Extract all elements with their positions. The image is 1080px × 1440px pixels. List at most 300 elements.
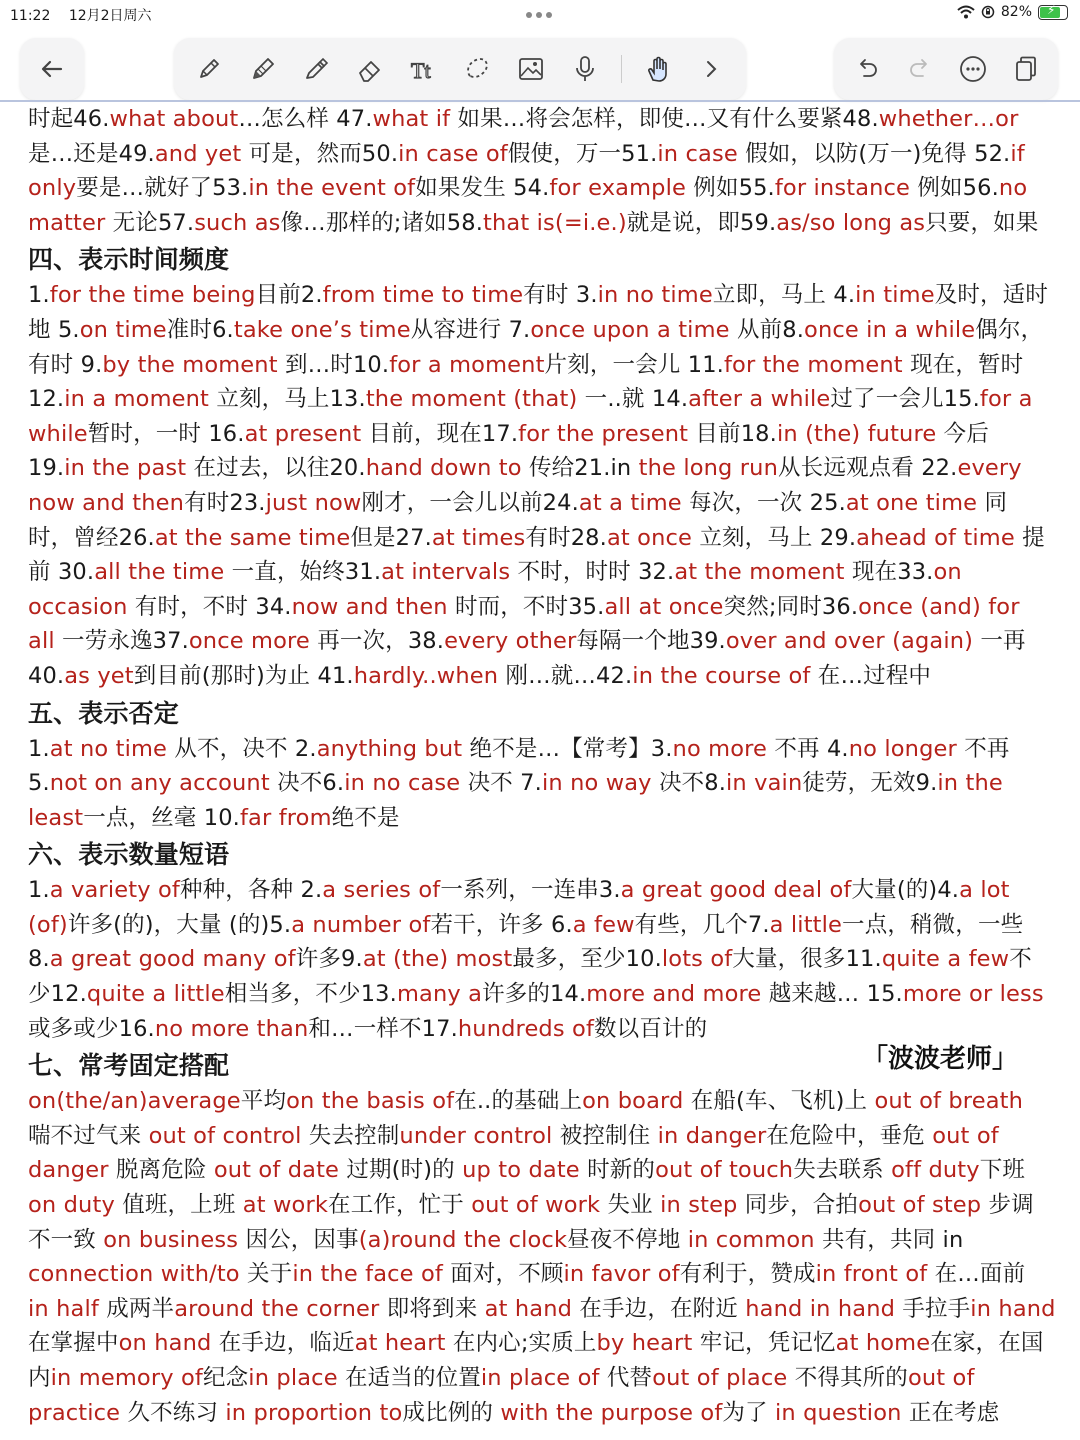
phrase-english: at one time [845,489,978,516]
phrase-text: 成两半 [98,1295,175,1322]
text-line [28,908,1058,943]
back-arrow-icon[interactable] [34,51,70,87]
phrase-text: 一..就 14. [577,386,689,413]
phrase-text: 从不，决不 2. [167,735,317,762]
phrase-english: not on any account [49,770,270,797]
phrase-text: 在掌握中 [28,1330,119,1357]
phrase-english: a little [769,911,843,938]
phrase-english: with the purpose of [500,1399,723,1426]
phrase-text: 一点，稍微，一些 [842,911,1024,938]
eraser-icon[interactable] [352,51,388,87]
phrase-text: 地 5. [28,316,80,343]
phrase-text: 立刻，马上13. [209,386,366,413]
phrase-text: 8. [28,946,50,973]
phrase-text: 同步，合拍 [737,1192,859,1219]
phrase-text: 平均 [240,1088,287,1115]
phrase-english: such as [194,209,281,236]
phrase-text: 前 30. [28,559,95,586]
phrase-text: 从容进行 7. [410,316,531,343]
phrase-text: 脱离危险 [108,1157,214,1184]
status-bar [0,0,1080,28]
phrase-english: now and then [28,489,185,516]
phrase-english: at a time [578,489,682,516]
phrase-text: 19. [28,455,65,482]
phrase-english: in front of [815,1261,928,1288]
phrase-english: for the present [518,420,689,447]
text-line [28,1084,1058,1119]
phrase-text: 大量，很多11. [732,946,882,973]
phrase-text: 绝不是…【常考】3. [462,735,673,762]
phrase-text: 暂时，一时 16. [87,420,245,447]
notes-page[interactable] [28,102,1058,1440]
phrase-english: at home [835,1330,931,1357]
text-line [28,382,1058,417]
phrase-english: for a moment [389,351,545,378]
phrase-english: at once [606,524,693,551]
phrase-text: 不 [1009,946,1032,973]
phrase-english: in no time [597,282,713,309]
phrase-english: and yet [154,140,242,167]
phrase-english: out of control [148,1122,302,1149]
phrase-english: if [1010,140,1025,167]
phrase-text: 在…面前 [927,1261,1026,1288]
phrase-english: up to date [462,1157,580,1184]
phrase-english: what if [372,106,451,132]
status-right [957,4,1068,20]
phrase-text: 时，曾经26. [28,524,155,551]
phrase-text: 1. [28,282,50,309]
phrase-english: at hand [484,1295,573,1322]
text-line [28,1396,1058,1431]
phrase-text: 共有，共同 in [814,1226,964,1253]
phrase-english: once (and) for [858,593,1020,620]
phrase-english: while [28,420,88,447]
multitasking-dots[interactable] [526,12,552,18]
phrase-text: 1. [28,735,50,762]
phrase-english: on [933,559,962,586]
phrase-english: once in a while [804,316,976,343]
phrase-text: 传给21.in [521,455,639,482]
text-line [28,1153,1058,1188]
phrase-english: at present [244,420,362,447]
pages-icon[interactable] [1008,51,1044,87]
phrase-english: practice [28,1399,121,1426]
phrase-text: 在内心;实质上 [445,1330,597,1357]
phrase-text: 时新的 [579,1157,656,1184]
phrase-english: no more than [154,1015,309,1042]
phrase-english: ahead of time [856,524,1015,551]
phrase-text: 每隔一个地39. [576,628,726,655]
phrase-english: at times [431,524,526,551]
phrase-english: around the corner [174,1295,380,1322]
phrase-text: 七、常考固定搭配 [28,1051,230,1081]
phrase-english: in half [28,1295,99,1322]
phrase-text: 到目前(那时)为止 41. [133,662,354,689]
phrase-english: now and then [291,593,448,620]
phrase-english: no [998,175,1028,202]
phrase-english: after a while [688,386,831,413]
phrase-text: 要是…就好了53. [76,175,249,202]
phrase-english: a lot [959,877,1010,904]
phrase-text: 立刻，马上 29. [692,524,857,551]
phrase-text: 目前，现在17. [361,420,519,447]
phrase-text: 在工作，忙于 [328,1192,472,1219]
phrase-text: 纪念 [202,1365,249,1391]
phrase-english: more or less [902,981,1044,1008]
phrase-english: in the face of [292,1261,443,1288]
phrase-english: a great good deal of [620,877,852,904]
phrase-text: 一直，始终31. [224,559,382,586]
text-line [28,732,1058,767]
status-date: 12月2日周六 [68,8,152,24]
battery-icon: ⚡ [1038,5,1068,20]
phrase-english: least [28,804,84,831]
phrase-english: danger [28,1157,109,1184]
text-line [28,206,1058,241]
phrase-text: 12. [28,386,65,413]
phrase-text: 面对，不顾 [442,1261,564,1288]
phrase-text: 在家，在国 [930,1330,1044,1357]
text-line [28,137,1058,172]
text-tool-icon[interactable] [406,51,442,87]
phrase-english: over and over (again) [725,628,974,655]
phrase-text: 内 [28,1365,51,1391]
text-line [28,766,1058,801]
phrase-english: in (the) future [776,420,937,447]
phrase-text: 一系列，一连串3. [440,877,621,904]
phrase-text: 有时 3. [523,282,598,309]
phrase-text: 不得其所的 [787,1365,908,1391]
phrase-english: hundreds of [457,1015,595,1042]
phrase-text: 目前18. [688,420,777,447]
phrase-text: 在手边，临近 [211,1330,355,1357]
phrase-english: out of [907,1365,975,1391]
more-icon[interactable] [955,51,991,87]
phrase-english: connection with/to [28,1261,240,1288]
phrase-english: the long run [638,455,779,482]
phrase-text: 就是说，即59. [626,209,777,236]
phrase-english: in proportion to [225,1399,403,1426]
phrase-text: 大量(的)4. [851,877,960,904]
text-line [28,1292,1058,1327]
text-line [28,1188,1058,1223]
phrase-english: in place of [480,1365,600,1391]
phrase-text: 到…时10. [277,351,390,378]
phrase-english: quite a few [881,946,1010,973]
phrase-english: hand down to [365,455,522,482]
phrase-text: 在过去，以往20. [186,455,366,482]
phrase-english: no more [672,735,768,762]
phrase-english: for a [979,386,1033,413]
notes-toolbar [0,38,1080,102]
phrase-text: 如果…将会怎样，即使…又有什么要紧48. [450,106,879,132]
phrase-text: 时起46. [28,106,110,132]
phrase-english: no longer [848,735,957,762]
phrase-english: all [28,628,55,655]
phrase-english: out of place [652,1365,788,1391]
phrase-english: in danger [657,1122,767,1149]
phrase-english: in vain [726,770,803,797]
highlighter-icon[interactable] [298,51,334,87]
phrase-english: a variety of [49,877,180,904]
phrase-text: 失业 [600,1192,661,1219]
phrase-english: out of step [858,1192,982,1219]
microphone-icon[interactable] [567,51,603,87]
pencil-icon[interactable] [245,51,281,87]
phrase-english: for instance [774,175,911,202]
phrase-english: in step [660,1192,738,1219]
phrase-english: lots of [661,946,733,973]
status-left [10,5,166,25]
phrase-text: 例如56. [910,175,999,202]
phrase-english: off duty [891,1157,980,1184]
phrase-english: at no time [49,735,168,762]
phrase-text: 少12. [28,981,87,1008]
text-line [28,624,1058,659]
phrase-text: 牢记，凭记忆 [692,1330,836,1357]
phrase-english: hardly..when [353,662,499,689]
phrase-text: 在适当的位置 [337,1365,481,1391]
phrase-text: 决不8. [651,770,727,797]
hand-pointer-icon[interactable] [639,51,675,87]
text-line [28,417,1058,452]
phrase-text: 六、表示数量短语 [28,840,230,870]
text-line [28,521,1058,556]
text-line [28,1223,1058,1258]
phrase-text: 现在，暂时 [902,351,1024,378]
chevron-right-icon[interactable] [693,51,729,87]
phrase-english: many a [396,981,483,1008]
phrase-english: hand in hand [745,1295,896,1322]
phrase-text: 但是27. [350,524,432,551]
phrase-english: on time [79,316,167,343]
phrase-english: every [957,455,1022,482]
phrase-text: 可是，然而50. [241,140,399,167]
phrase-text: 片刻，一会儿 11. [544,351,724,378]
phrase-text: 许多9. [295,946,363,973]
phrase-text: 关于 [239,1261,293,1288]
phrase-text: 及时，适时 [934,282,1048,309]
phrase-english: on hand [118,1330,212,1357]
phrase-english: on board [582,1088,684,1115]
phrase-english: at heart [354,1330,446,1357]
phrase-text: 越来越… 15. [761,981,903,1008]
phrase-text: 有时23. [184,489,266,516]
phrase-text: 绝不是 [331,804,400,831]
phrase-text: 不一致 [28,1226,104,1253]
phrase-text: 过了一会儿15. [830,386,980,413]
phrase-text: 失去联系 [793,1157,892,1184]
phrase-english: at work [242,1192,329,1219]
phrase-text: 像…那样的;诸如58. [280,209,484,236]
phrase-text: 许多(的)，大量 (的)5. [67,911,292,938]
phrase-text: 假使，万一51. [507,140,658,167]
phrase-text: 从前8. [729,316,805,343]
phrase-english: a few [572,911,635,938]
handwritten-signature: 「波波老师」 [862,1044,1019,1074]
phrase-text: 因公，因事 [238,1226,359,1253]
phrase-text: 种种，各种 2. [179,877,323,904]
phrase-english: in no case [344,770,461,797]
pen-icon[interactable] [191,51,227,87]
phrase-text: 突然;同时36. [723,593,859,620]
phrase-english: in favor of [563,1261,680,1288]
phrase-text: 被控制住 [552,1122,658,1149]
phrase-text: 是…还是49. [28,140,155,167]
text-line [28,977,1058,1012]
undo-icon[interactable] [849,51,885,87]
back-group [20,38,84,100]
phrase-text: 从长远观点看 22. [778,455,958,482]
phrase-text: 如果发生 54. [415,175,550,202]
phrase-english: as yet [64,662,134,689]
status-time: 11:22 [10,8,51,24]
phrase-text: …怎么样 47. [238,106,373,132]
orientation-lock-icon [981,5,995,19]
phrase-english: out of breath [874,1088,1024,1115]
phrase-text: 目前2. [255,282,323,309]
phrase-text: 为了 [722,1399,775,1426]
text-line [28,171,1058,206]
phrase-text: 五、表示否定 [28,698,179,728]
phrase-text: 过期(时)的 [339,1157,463,1184]
phrase-english: that is(=i.e.) [483,209,627,236]
phrase-text: 失去控制 [301,1122,400,1149]
phrase-english: a series of [322,877,441,904]
phrase-text: 代替 [599,1365,653,1391]
phrase-text: 准时6. [166,316,234,343]
phrase-english: in a moment [64,386,210,413]
phrase-text: 提 [1014,524,1045,551]
text-line [28,555,1058,590]
wifi-icon [957,5,975,19]
phrase-text: 有时，不时 34. [127,593,292,620]
phrase-english: in case [657,140,738,167]
phrase-text: 喘不过气来 [28,1122,149,1149]
phrase-text: 不再 4. [767,735,849,762]
phrase-english: on duty [28,1192,115,1219]
phrase-text: 若干，许多 6. [430,911,573,938]
phrase-text: 同 [977,489,1008,516]
redo-icon[interactable] [902,51,938,87]
text-line [28,873,1058,908]
phrase-english: in the course of [632,662,811,689]
phrase-text: 值班，上班 [114,1192,243,1219]
phrase-text: 一劳永逸37. [54,628,189,655]
text-line [28,486,1058,521]
phrase-english: in hand [970,1295,1056,1322]
text-line [28,659,1058,694]
phrase-text: 不再 [956,735,1010,762]
phrase-text: 手拉手 [895,1295,971,1322]
phrase-english: matter [28,209,106,236]
phrase-english: take one’s time [233,316,411,343]
phrase-english: all the time [94,559,225,586]
phrase-english: at (the) most [362,946,513,973]
text-line [28,278,1058,313]
phrase-english: all at once [604,593,724,620]
phrase-text: 在危险中，垂危 [766,1122,933,1149]
phrase-english: whether…or [878,106,1019,132]
phrase-text: 一点，丝毫 10. [83,804,240,831]
phrase-english: out of date [213,1157,340,1184]
text-line [28,590,1058,625]
phrase-text: 有利于，赞成 [679,1261,816,1288]
phrase-english: once more [188,628,310,655]
phrase-english: every other [444,628,577,655]
phrase-english: on the basis of [286,1088,455,1115]
phrase-english: out of [932,1122,999,1149]
phrase-text: 在船(车、飞机)上 [683,1088,875,1115]
phrase-text: 一再 [973,628,1026,655]
phrase-text: 成比例的 [402,1399,501,1426]
phrase-text: 刚才，一会儿以前24. [361,489,579,516]
phrase-english: in time [855,282,935,309]
phrase-text: 许多的14. [482,981,587,1008]
phrase-text: 不时，时时 32. [510,559,675,586]
phrase-text: 即将到来 [379,1295,485,1322]
image-icon[interactable] [513,51,549,87]
phrase-english: only [28,175,77,202]
phrase-english: out of touch [655,1157,794,1184]
phrase-text: 或多或少16. [28,1015,155,1042]
text-line [28,1257,1058,1292]
phrase-text: 5. [28,770,50,797]
phrase-english: in common [687,1226,815,1253]
phrase-english: from time to time [322,282,524,309]
phrase-english: for example [549,175,686,202]
text-line [28,313,1058,348]
phrase-english: in no way [541,770,652,797]
text-line [28,1119,1058,1154]
phrase-english: in the past [64,455,187,482]
phrase-text: 偶尔， [975,316,1044,343]
phrase-text: 和…一样不17. [308,1015,458,1042]
phrase-text: 徒劳，无效9. [802,770,938,797]
section-heading [28,835,1058,873]
phrase-text: 相当多，不少13. [224,981,397,1008]
phrase-english: once upon a time [530,316,730,343]
phrase-english: at the moment [674,559,845,586]
text-line [28,102,1058,137]
phrase-text: 久不练习 [120,1399,226,1426]
battery-percent: 82% [1000,4,1032,20]
toolbar-divider [621,55,622,83]
phrase-text: 无论57. [105,209,195,236]
phrase-english: for the time being [49,282,256,309]
phrase-english: a great good many of [49,946,296,973]
phrase-text: 决不 7. [460,770,542,797]
text-line [28,1361,1058,1396]
section-heading [28,240,1058,278]
phrase-text: 刚…就…42. [498,662,633,689]
svg-text:Tt: Tt [410,58,431,83]
text-line [28,348,1058,383]
phrase-text: 再一次，38. [309,628,445,655]
phrase-english: on(the/an)average [28,1088,241,1115]
lasso-icon[interactable] [459,51,495,87]
phrase-text: 1. [28,877,50,904]
phrase-english: (of) [28,911,68,938]
phrase-text: 昼夜不停地 [567,1226,688,1253]
phrase-text: 四、表示时间频度 [28,245,230,275]
phrase-text: 在…过程中 [810,662,932,689]
phrase-english: in memory of [50,1365,203,1391]
phrase-english: occasion [28,593,128,620]
phrase-text: 只要，如果 [925,209,1039,236]
phrase-text: 例如55. [686,175,775,202]
phrase-english: far from [239,804,332,831]
